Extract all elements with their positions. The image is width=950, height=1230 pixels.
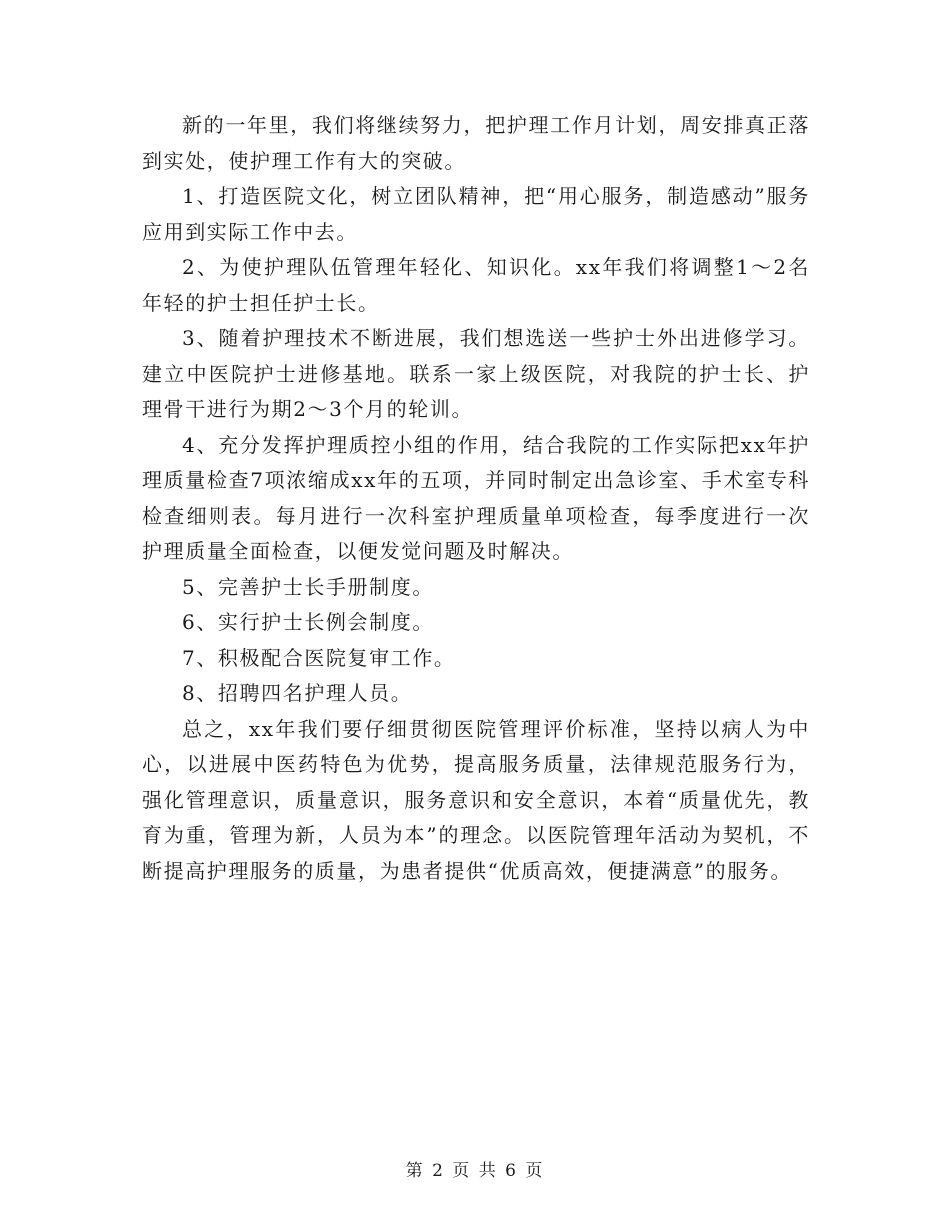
page-number-footer: 第 2 页 共 6 页 — [405, 1161, 545, 1181]
paragraph-item-7: 7、积极配合医院复审工作。 — [182, 645, 456, 670]
paragraph-item-4: 4、充分发挥护理质控小组的作用，结合我院的工作实际把xx年护理质量检查7项浓缩成xx年的五项，并同时制定出急诊室、手术室专科检查细则表。每月进行一次科室护理质量单项检查，每季度进行一次护理质量全面检查，以便发觉问题及时解决。 — [142, 432, 810, 563]
paragraph-item-3: 3、随着护理技术不断进展，我们想选送一些护士外出进修学习。建立中医院护士进修基地。联系一家上级医院，对我院的护士长、护理骨干进行为期2～3个月的轮训。 — [142, 326, 810, 421]
paragraph-intro: 新的一年里，我们将继续努力，把护理工作月计划，周安排真正落到实处，使护理工作有大的突破。 — [142, 113, 810, 173]
paragraph-summary: 总之，xx年我们要仔细贯彻医院管理评价标准，坚持以病人为中心，以进展中医药特色为优势，提高服务质量，法律规范服务行为，强化管理意识，质量意识，服务意识和安全意识，本着“质量优先，教育为重，管理为新，人员为本”的理念。以医院管理年活动为契机，不断提高护理服务的质量，为患者提供“优质高效，便捷满意”的服务。 — [142, 716, 810, 883]
paragraph-item-8: 8、招聘四名护理人员。 — [182, 681, 413, 705]
document-body — [142, 108, 810, 889]
paragraph-item-1: 1、打造医院文化，树立团队精神，把“用心服务，制造感动”服务应用到实际工作中去。 — [142, 184, 810, 244]
paragraph-item-2: 2、为使护理队伍管理年轻化、知识化。xx年我们将调整1～2名年轻的护士担任护士长。 — [142, 255, 810, 315]
paragraph-item-6: 6、实行护士长例会制度。 — [182, 610, 434, 634]
paragraph-item-5: 5、完善护士长手册制度。 — [182, 574, 434, 599]
